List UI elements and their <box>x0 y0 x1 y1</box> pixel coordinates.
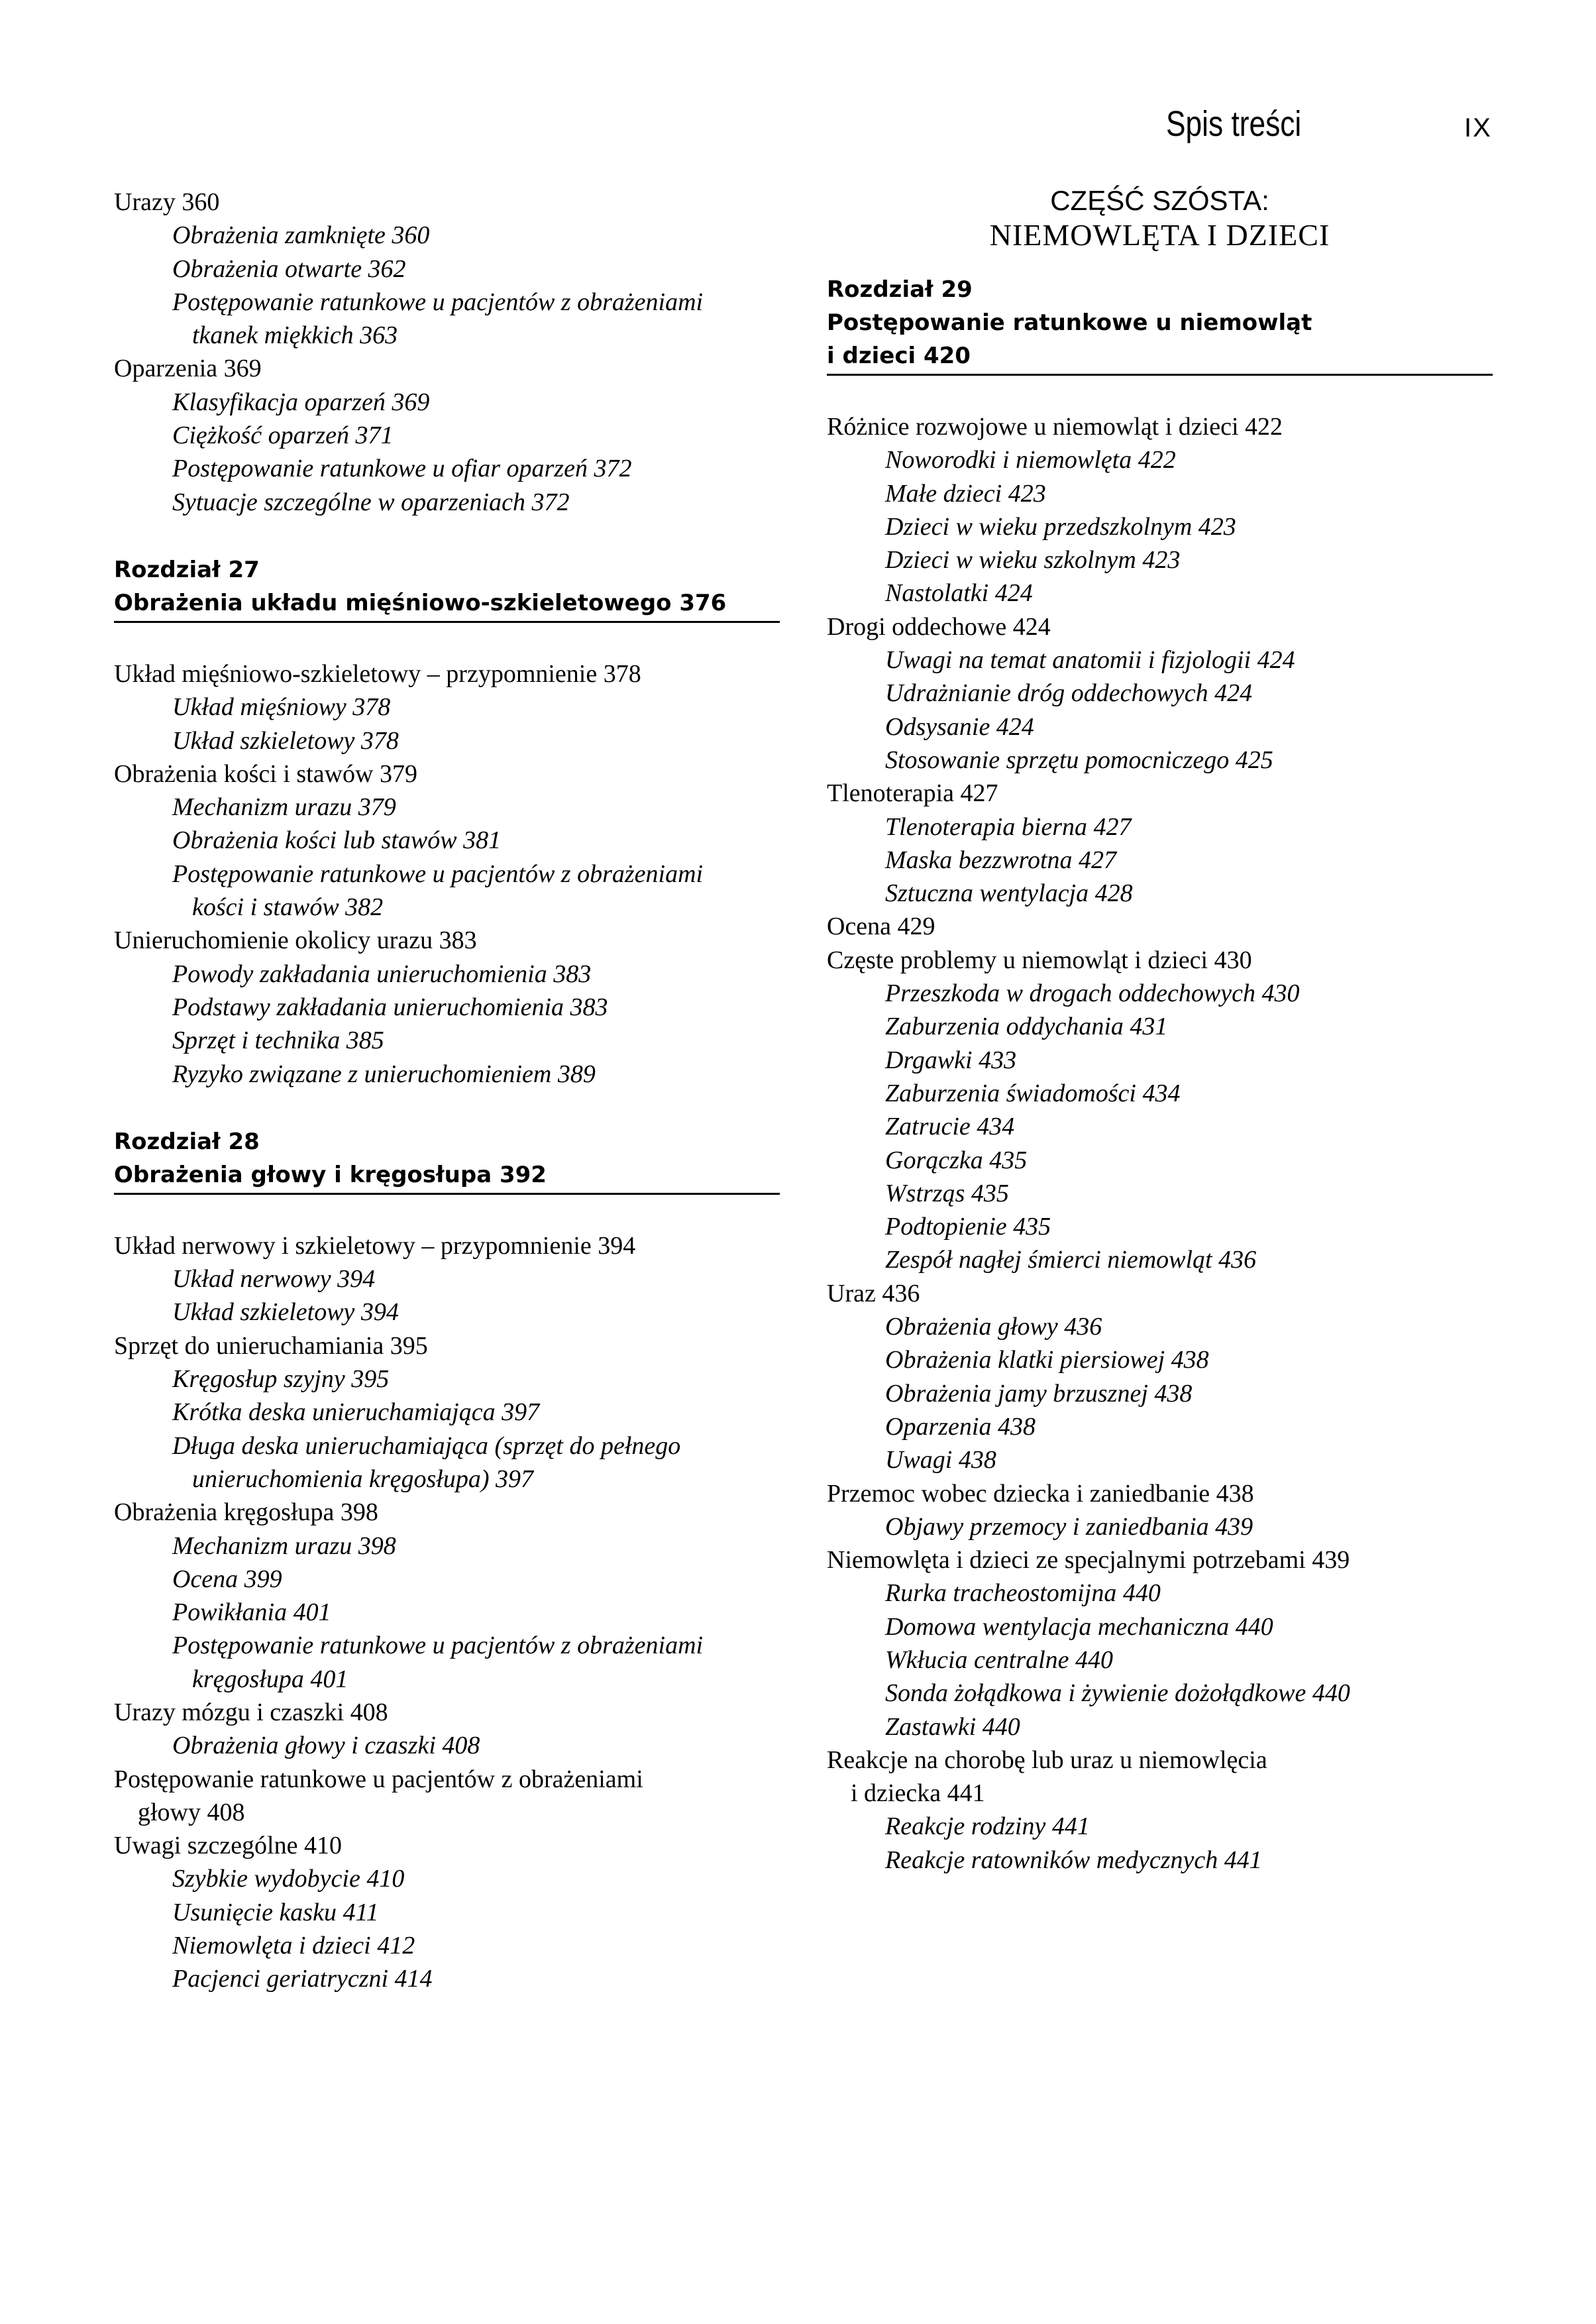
toc-subentry: Dzieci w wieku przedszkolnym 423 <box>885 512 1236 541</box>
toc-right-body <box>827 273 1493 1877</box>
toc-entry: Oparzenia 369 <box>114 355 262 383</box>
toc-subentry: Reakcje rodziny 441 <box>885 1812 1090 1841</box>
toc-subentry: Układ szkieletowy 394 <box>172 1298 399 1327</box>
toc-left-column <box>114 186 780 1996</box>
toc-entry: Unieruchomienie okolicy urazu 383 <box>114 926 477 955</box>
chapter-title: Postępowanie ratunkowe u niemowląt <box>827 309 1312 336</box>
toc-subentry: Obrażenia otwarte 362 <box>172 254 406 283</box>
toc-subentry: Ryzyko związane z unieruchomieniem 389 <box>172 1060 596 1088</box>
chapter-rule <box>114 621 780 623</box>
page-number: IX <box>1464 113 1492 142</box>
toc-subentry: Wkłucia centralne 440 <box>885 1645 1114 1674</box>
chapter-heading <box>114 1125 780 1199</box>
toc-subentry: Obrażenia klatki piersiowej 438 <box>885 1346 1209 1374</box>
toc-subentry: Maska bezzwrotna 427 <box>885 846 1117 874</box>
toc-subentry: Zaburzenia świadomości 434 <box>885 1079 1181 1107</box>
toc-subentry: Reakcje ratowników medycznych 441 <box>885 1846 1262 1874</box>
toc-subentry: Obrażenia głowy 436 <box>885 1313 1102 1341</box>
chapter-title-block <box>114 586 780 627</box>
toc-subentry: Powody zakładania unieruchomienia 383 <box>172 960 592 988</box>
toc-subentry: Dzieci w wieku szkolnym 423 <box>885 546 1181 575</box>
toc-subentry: Domowa wentylacja mechaniczna 440 <box>885 1612 1273 1641</box>
toc-subentry: Mechanizm urazu 398 <box>172 1531 396 1560</box>
toc-subentry: tkanek miękkich 363 <box>192 321 398 350</box>
toc-subentry: Uwagi 438 <box>885 1446 996 1474</box>
part-heading-label: CZĘŚĆ SZÓSTA: <box>1050 185 1269 216</box>
toc-entry: Różnice rozwojowe u niemowląt i dzieci 422 <box>827 413 1283 441</box>
toc-entry: Sprzęt do unieruchamiania 395 <box>114 1331 428 1360</box>
chapter-title: Obrażenia układu mięśniowo-szkieletowego 376 <box>114 589 727 616</box>
toc-subentry: Postępowanie ratunkowe u ofiar oparzeń 372 <box>172 455 632 483</box>
chapter-title: Obrażenia głowy i kręgosłupa 392 <box>114 1161 547 1188</box>
toc-entry: Tlenoterapia 427 <box>827 779 998 808</box>
toc-subentry: Przeszkoda w drogach oddechowych 430 <box>885 979 1300 1008</box>
toc-entry: Ocena 429 <box>827 913 935 941</box>
toc-entry: i dziecka 441 <box>851 1779 985 1808</box>
toc-subentry: Sztuczna wentylacja 428 <box>885 879 1133 908</box>
toc-subentry: Tlenoterapia bierna 427 <box>885 812 1132 841</box>
toc-subentry: unieruchomienia kręgosłupa) 397 <box>192 1465 534 1493</box>
toc-entry: Reakcje na chorobę lub uraz u niemowlęcia <box>827 1745 1267 1774</box>
toc-subentry: Nastolatki 424 <box>885 579 1033 608</box>
toc-subentry: Sytuacje szczególne w oparzeniach 372 <box>172 488 570 516</box>
toc-subentry: Uwagi na temat anatomii i fizjologii 424 <box>885 646 1295 675</box>
toc-subentry: Objawy przemocy i zaniedbania 439 <box>885 1512 1253 1541</box>
toc-entry: Uraz 436 <box>827 1279 920 1307</box>
toc-subentry: Długa deska unieruchamiająca (sprzęt do pełnego <box>172 1431 681 1460</box>
toc-subentry: Kręgosłup szyjny 395 <box>172 1365 390 1394</box>
toc-subentry: Układ nerwowy 394 <box>172 1265 376 1294</box>
toc-entry: Postępowanie ratunkowe u pacjentów z obrażeniami <box>114 1765 643 1793</box>
toc-subentry: Krótka deska unieruchamiająca 397 <box>172 1398 540 1427</box>
toc-subentry: kręgosłupa 401 <box>192 1665 348 1693</box>
toc-subentry: Obrażenia głowy i czaszki 408 <box>172 1732 480 1760</box>
toc-entry: Urazy 360 <box>114 188 220 216</box>
toc-subentry: Udrażnianie dróg oddechowych 424 <box>885 679 1253 708</box>
running-header <box>1166 99 1497 152</box>
toc-subentry: Odsysanie 424 <box>885 712 1034 741</box>
toc-subentry: Niemowlęta i dzieci 412 <box>172 1932 415 1960</box>
toc-subentry: Podstawy zakładania unieruchomienia 383 <box>172 993 608 1021</box>
toc-subentry: Sprzęt i technika 385 <box>172 1026 384 1055</box>
toc-subentry: Zastawki 440 <box>885 1712 1020 1741</box>
chapter-rule <box>114 1193 780 1195</box>
part-heading-title: NIEMOWLĘTA I DZIECI <box>989 218 1330 252</box>
toc-entry: Układ nerwowy i szkieletowy – przypomnienie 394 <box>114 1231 636 1260</box>
toc-subentry: Postępowanie ratunkowe u pacjentów z obrażeniami <box>172 1632 704 1660</box>
toc-subentry: Powikłania 401 <box>172 1598 331 1627</box>
toc-subentry: Szybkie wydobycie 410 <box>172 1865 405 1893</box>
toc-subentry: Postępowanie ratunkowe u pacjentów z obrażeniami <box>172 288 704 316</box>
toc-subentry: Zespół nagłej śmierci niemowląt 436 <box>885 1246 1257 1274</box>
toc-subentry: Zatrucie 434 <box>885 1113 1015 1141</box>
toc-subentry: Stosowanie sprzętu pomocniczego 425 <box>885 746 1273 774</box>
toc-entry: Układ mięśniowo-szkieletowy – przypomnienie 378 <box>114 659 641 688</box>
toc-entry: Obrażenia kości i stawów 379 <box>114 759 417 788</box>
toc-subentry: Wstrząs 435 <box>885 1179 1009 1207</box>
toc-entry: głowy 408 <box>138 1798 245 1826</box>
toc-subentry: Oparzenia 438 <box>885 1412 1036 1441</box>
toc-subentry: Małe dzieci 423 <box>885 479 1046 508</box>
toc-entry: Niemowlęta i dzieci ze specjalnymi potrzebami 439 <box>827 1546 1350 1575</box>
toc-subentry: Obrażenia zamknięte 360 <box>172 221 430 250</box>
toc-subentry: Podtopienie 435 <box>885 1213 1051 1241</box>
part-heading <box>827 184 1493 253</box>
toc-subentry: Ocena 399 <box>172 1565 282 1593</box>
toc-subentry: Usunięcie kasku 411 <box>172 1898 379 1926</box>
toc-subentry: Gorączka 435 <box>885 1146 1028 1174</box>
toc-subentry: Pacjenci geriatryczni 414 <box>172 1965 433 1993</box>
chapter-heading <box>114 553 780 627</box>
toc-entry: Drogi oddechowe 424 <box>827 612 1051 641</box>
toc-entry: Częste problemy u niemowląt i dzieci 430 <box>827 946 1252 974</box>
toc-subentry: Obrażenia kości lub stawów 381 <box>172 826 502 855</box>
toc-subentry: kości i stawów 382 <box>192 893 384 922</box>
toc-subentry: Obrażenia jamy brzusznej 438 <box>885 1379 1193 1408</box>
toc-entry: Obrażenia kręgosłupa 398 <box>114 1498 378 1527</box>
toc-entry: Urazy mózgu i czaszki 408 <box>114 1698 388 1726</box>
toc-subentry: Rurka tracheostomijna 440 <box>885 1579 1161 1608</box>
toc-subentry: Sonda żołądkowa i żywienie dożołądkowe 440 <box>885 1679 1350 1708</box>
chapter-heading <box>827 273 1493 380</box>
toc-subentry: Postępowanie ratunkowe u pacjentów z obrażeniami <box>172 859 704 888</box>
toc-subentry: Noworodki i niemowlęta 422 <box>885 446 1176 474</box>
chapter-number: Rozdział 27 <box>114 556 260 583</box>
chapter-rule <box>827 374 1493 376</box>
toc-subentry: Ciężkość oparzeń 371 <box>172 421 394 450</box>
chapter-number: Rozdział 28 <box>114 1128 260 1155</box>
toc-subentry: Drgawki 433 <box>885 1046 1017 1074</box>
toc-subentry: Klasyfikacja oparzeń 369 <box>172 388 430 416</box>
chapter-title-block <box>827 306 1493 380</box>
chapter-title-block <box>114 1158 780 1199</box>
toc-entry: Przemoc wobec dziecka i zaniedbanie 438 <box>827 1479 1254 1508</box>
toc-right-column <box>827 186 1493 1877</box>
toc-subentry: Zaburzenia oddychania 431 <box>885 1013 1168 1041</box>
toc-subentry: Układ mięśniowy 378 <box>172 693 391 722</box>
chapter-title: i dzieci 420 <box>827 343 971 369</box>
running-header-title: Spis treści <box>1166 104 1302 144</box>
toc-subentry: Układ szkieletowy 378 <box>172 726 399 755</box>
toc-subentry: Mechanizm urazu 379 <box>172 793 396 822</box>
toc-entry: Uwagi szczególne 410 <box>114 1832 342 1860</box>
chapter-number: Rozdział 29 <box>827 276 973 303</box>
